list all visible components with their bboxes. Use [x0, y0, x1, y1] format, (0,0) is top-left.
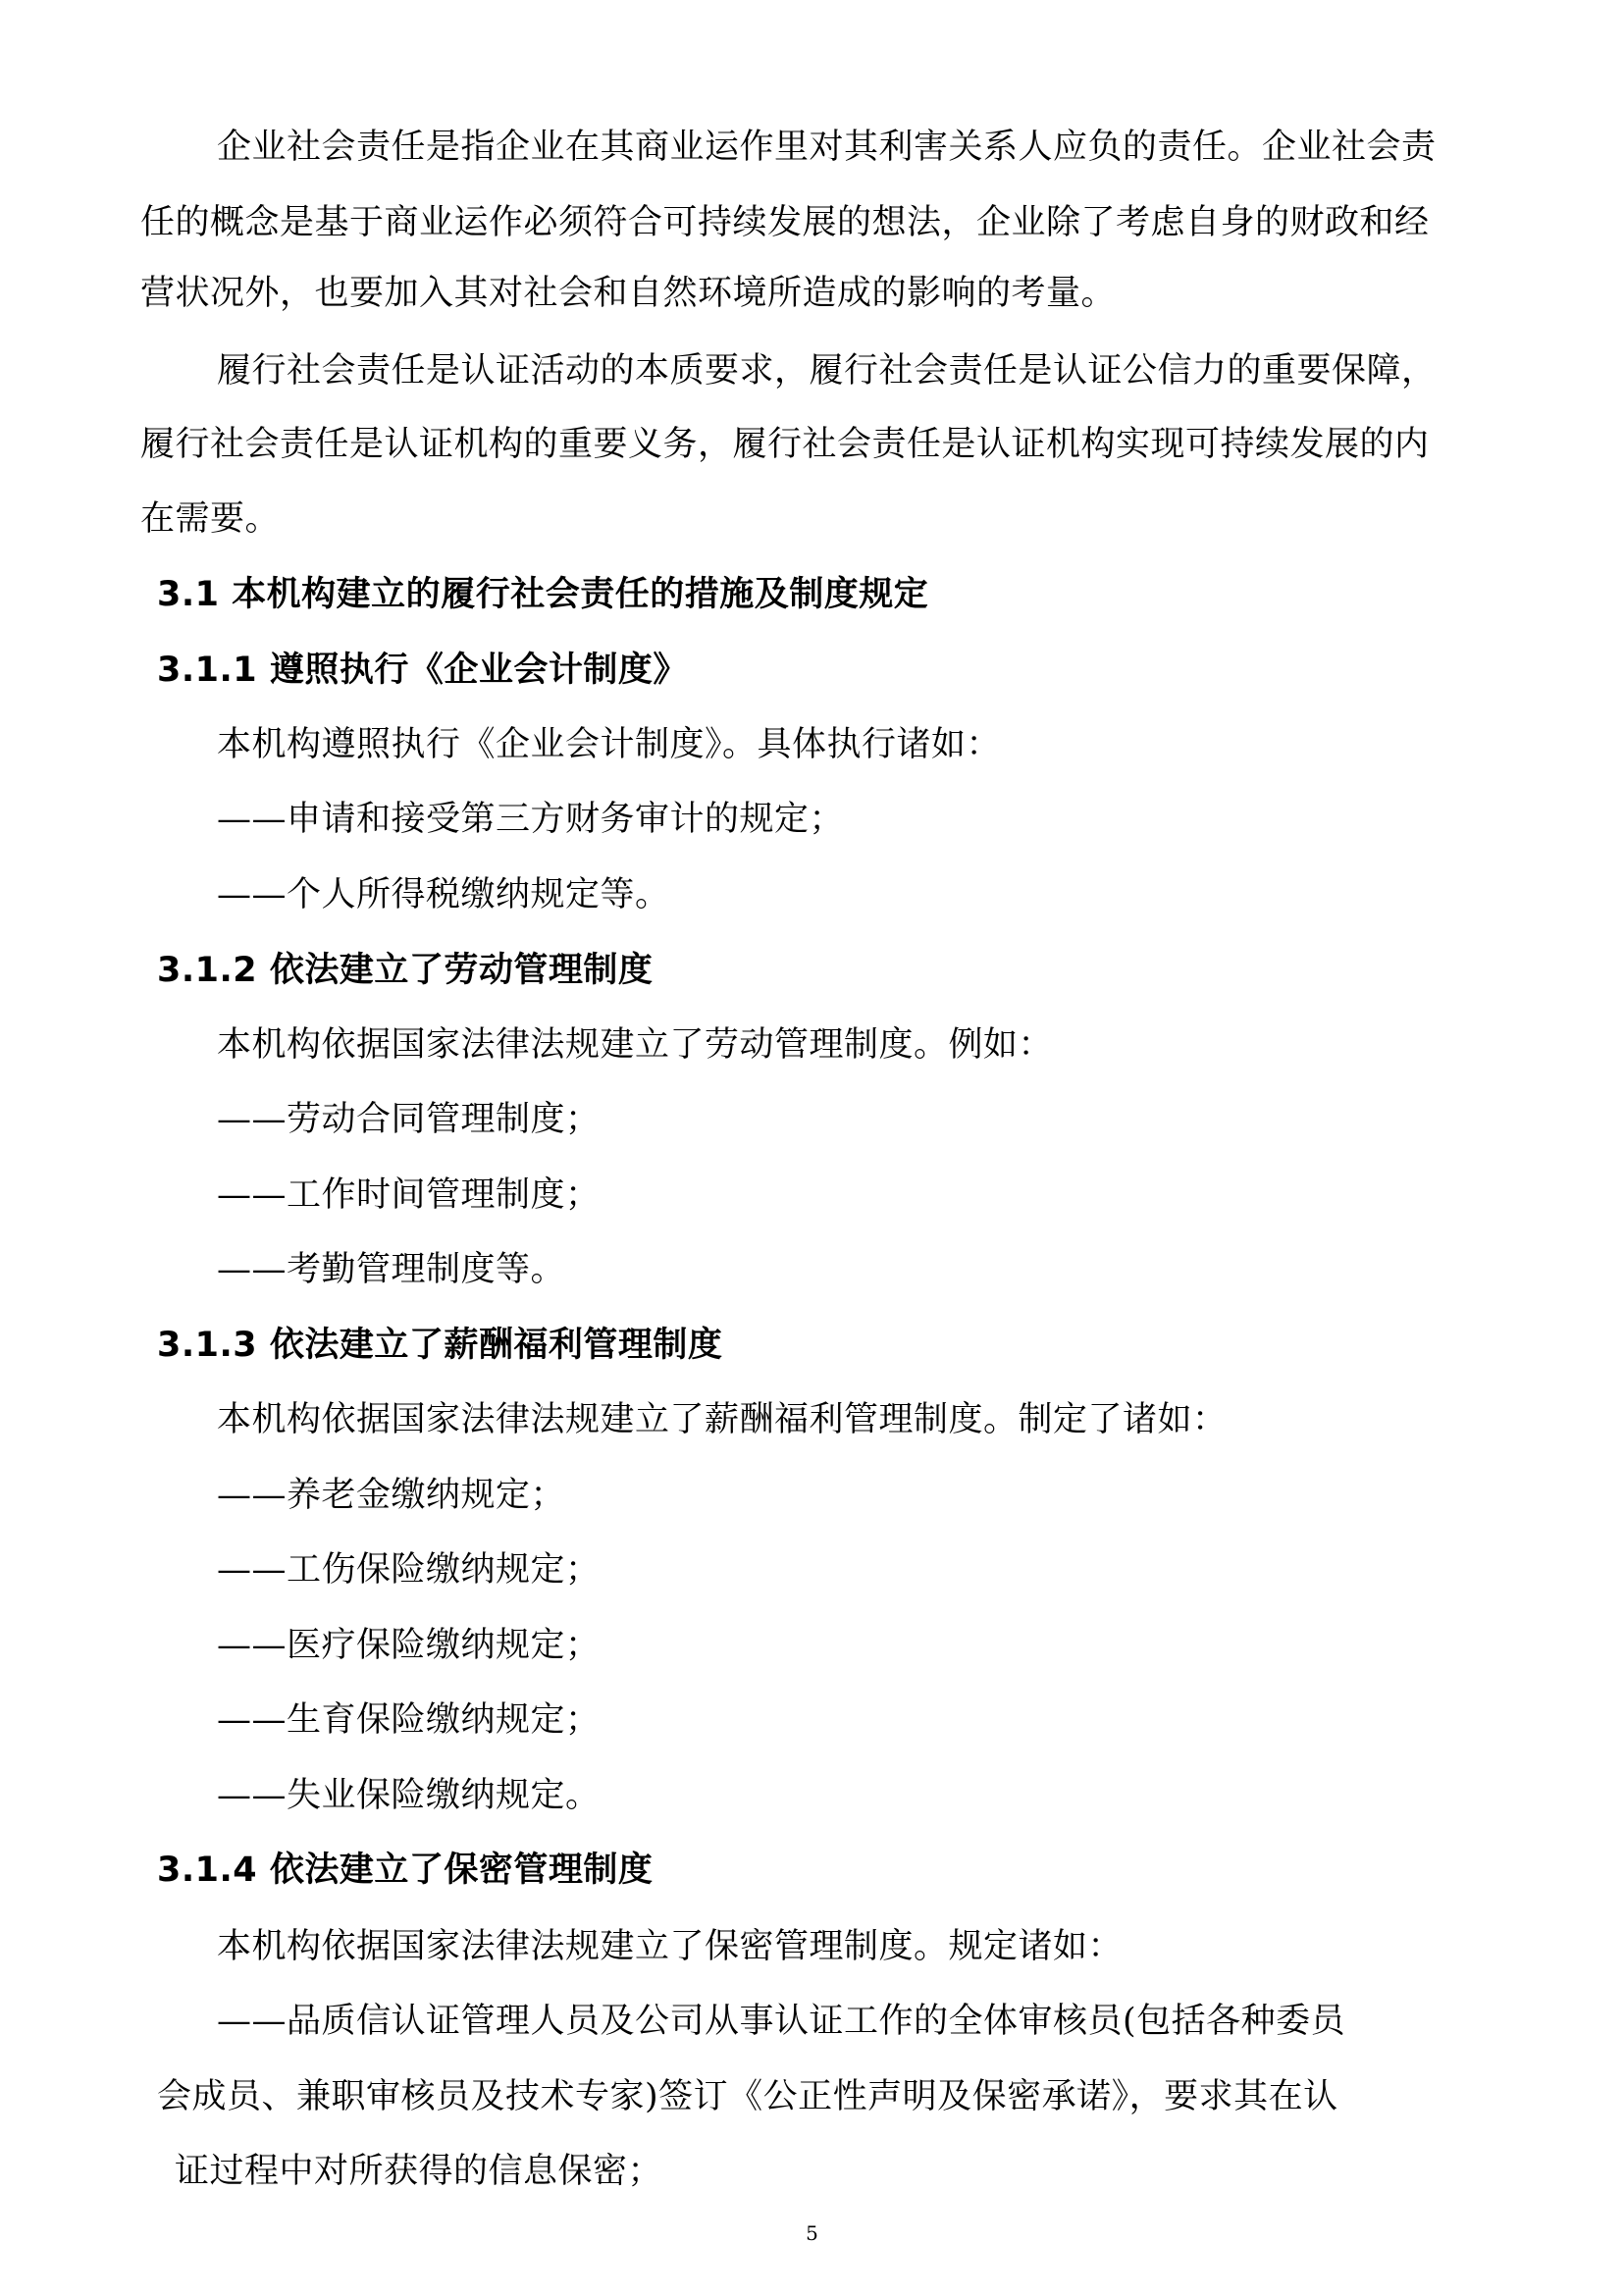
list-item: ——劳动合同管理制度；: [217, 1100, 601, 1139]
section-3-1-1-intro: 本机构遵照执行《企业会计制度》。具体执行诸如：: [217, 725, 1002, 764]
list-item-line-1: ——品质信认证管理人员及公司从事认证工作的全体审核员(包括各种委员: [217, 2002, 1346, 2041]
section-3-1-2-heading: 3.1.2 依法建立了劳动管理制度: [157, 951, 654, 990]
paragraph-2-line-1: 履行社会责任是认证活动的本质要求，履行社会责任是认证公信力的重要保障，: [217, 351, 1437, 391]
list-item-line-3: 证过程中对所获得的信息保密；: [175, 2152, 663, 2191]
paragraph-1-line-1: 企业社会责任是指企业在其商业运作里对其利害关系人应负的责任。企业社会责: [217, 128, 1437, 167]
section-3-1-3-heading: 3.1.3 依法建立了薪酬福利管理制度: [157, 1326, 723, 1365]
section-3-1-1-heading: 3.1.1 遵照执行《企业会计制度》: [157, 651, 688, 690]
page-number: 5: [806, 2221, 818, 2245]
paragraph-1-line-2: 任的概念是基于商业运作必须符合可持续发展的想法，企业除了考虑自身的财政和经: [140, 203, 1430, 242]
section-3-1-3-intro: 本机构依据国家法律法规建立了薪酬福利管理制度。制定了诸如：: [217, 1400, 1228, 1439]
section-3-1-4-heading: 3.1.4 依法建立了保密管理制度: [157, 1851, 654, 1890]
list-item: ——个人所得税缴纳规定等。: [217, 875, 670, 914]
paragraph-2-line-3: 在需要。: [140, 499, 281, 539]
section-3-1-4-intro: 本机构依据国家法律法规建立了保密管理制度。规定诸如：: [217, 1927, 1124, 1966]
section-3-1-heading: 3.1 本机构建立的履行社会责任的措施及制度规定: [157, 575, 929, 614]
paragraph-1-line-3: 营状况外，也要加入其对社会和自然环境所造成的影响的考量。: [140, 274, 1117, 313]
list-item: ——失业保险缴纳规定。: [217, 1776, 601, 1815]
list-item: ——养老金缴纳规定；: [217, 1476, 566, 1515]
list-item: ——考勤管理制度等。: [217, 1250, 566, 1289]
list-item: ——医疗保险缴纳规定；: [217, 1626, 601, 1665]
section-3-1-2-intro: 本机构依据国家法律法规建立了劳动管理制度。例如：: [217, 1025, 1054, 1065]
paragraph-2-line-2: 履行社会责任是认证机构的重要义务，履行社会责任是认证机构实现可持续发展的内: [140, 425, 1430, 464]
list-item-line-2: 会成员、兼职审核员及技术专家)签订《公正性声明及保密承诺》，要求其在认: [157, 2077, 1338, 2116]
list-item: ——生育保险缴纳规定；: [217, 1700, 601, 1740]
list-item: ——工伤保险缴纳规定；: [217, 1550, 601, 1590]
list-item: ——申请和接受第三方财务审计的规定；: [217, 800, 845, 839]
list-item: ——工作时间管理制度；: [217, 1175, 601, 1215]
